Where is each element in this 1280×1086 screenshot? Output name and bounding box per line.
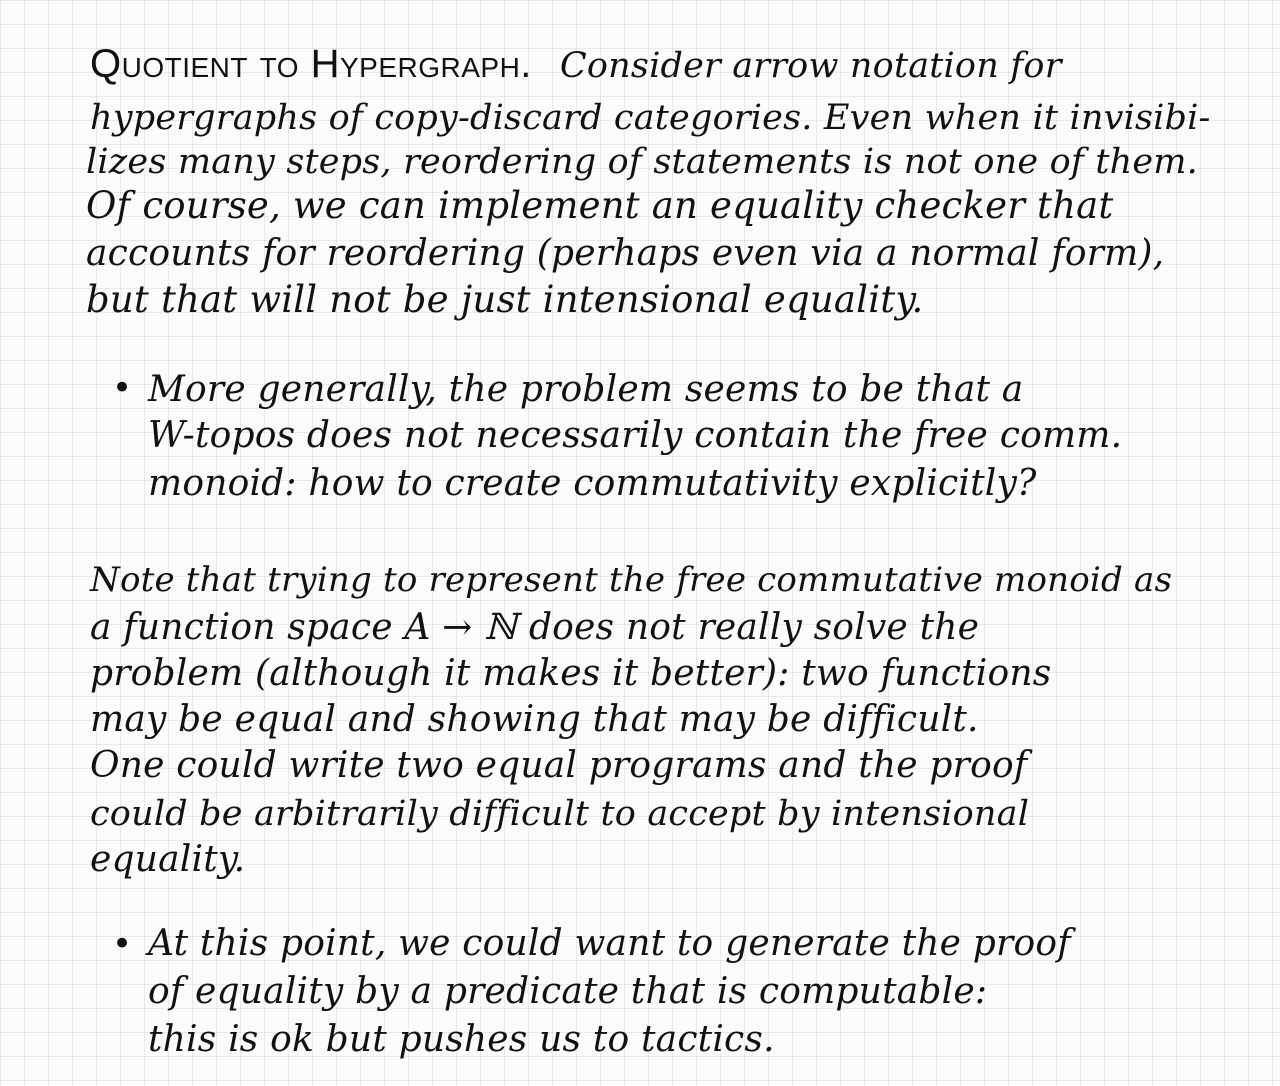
section1-line-6: but that will not be just intensional equality. [86,278,924,321]
section1-line-2: hypergraphs of copy-discard categories. Even when it invisibi- [90,98,1211,138]
section1-heading: Quotient to Hypergraph. [90,42,532,86]
section2-line-7: equality. [90,839,246,880]
section1-line-1 [90,44,1062,86]
section2-line-6: could be arbitrarily difficult to accept by intensional [90,794,1030,834]
bullet2-line-1: At this point, we could want to generate the proof [148,923,1071,964]
bullet2-line-2: of equality by a predicate that is computable: [148,971,988,1012]
section2-line-5: One could write two equal programs and the proof [90,745,1028,786]
section2-line-4: may be equal and showing that may be difficult. [90,699,979,740]
section2-line-1: Note that trying to represent the free commutative monoid as [90,560,1173,600]
bullet1-dot: • [112,368,133,408]
section1-line-3: lizes many steps, reordering of statements is not one of them. [86,142,1198,182]
section1-line-4: Of course, we can implement an equality checker that [86,184,1114,227]
section1-line-5: accounts for reordering (perhaps even via a normal form), [86,233,1165,274]
section1-line-1-text: Consider arrow notation for [559,46,1062,86]
section2-line-2: a function space A → ℕ does not really solve the [90,607,980,648]
bullet2-line-3: this is ok but pushes us to tactics. [148,1019,775,1060]
bullet2-dot: • [112,924,133,964]
bullet1-line-1: More generally, the problem seems to be that a [148,369,1024,410]
bullet1-line-3: monoid: how to create commutativity explicitly? [148,463,1037,504]
section2-line-3: problem (although it makes it better): two functions [90,653,1052,694]
bullet1-line-2: W-topos does not necessarily contain the free comm. [148,415,1123,456]
